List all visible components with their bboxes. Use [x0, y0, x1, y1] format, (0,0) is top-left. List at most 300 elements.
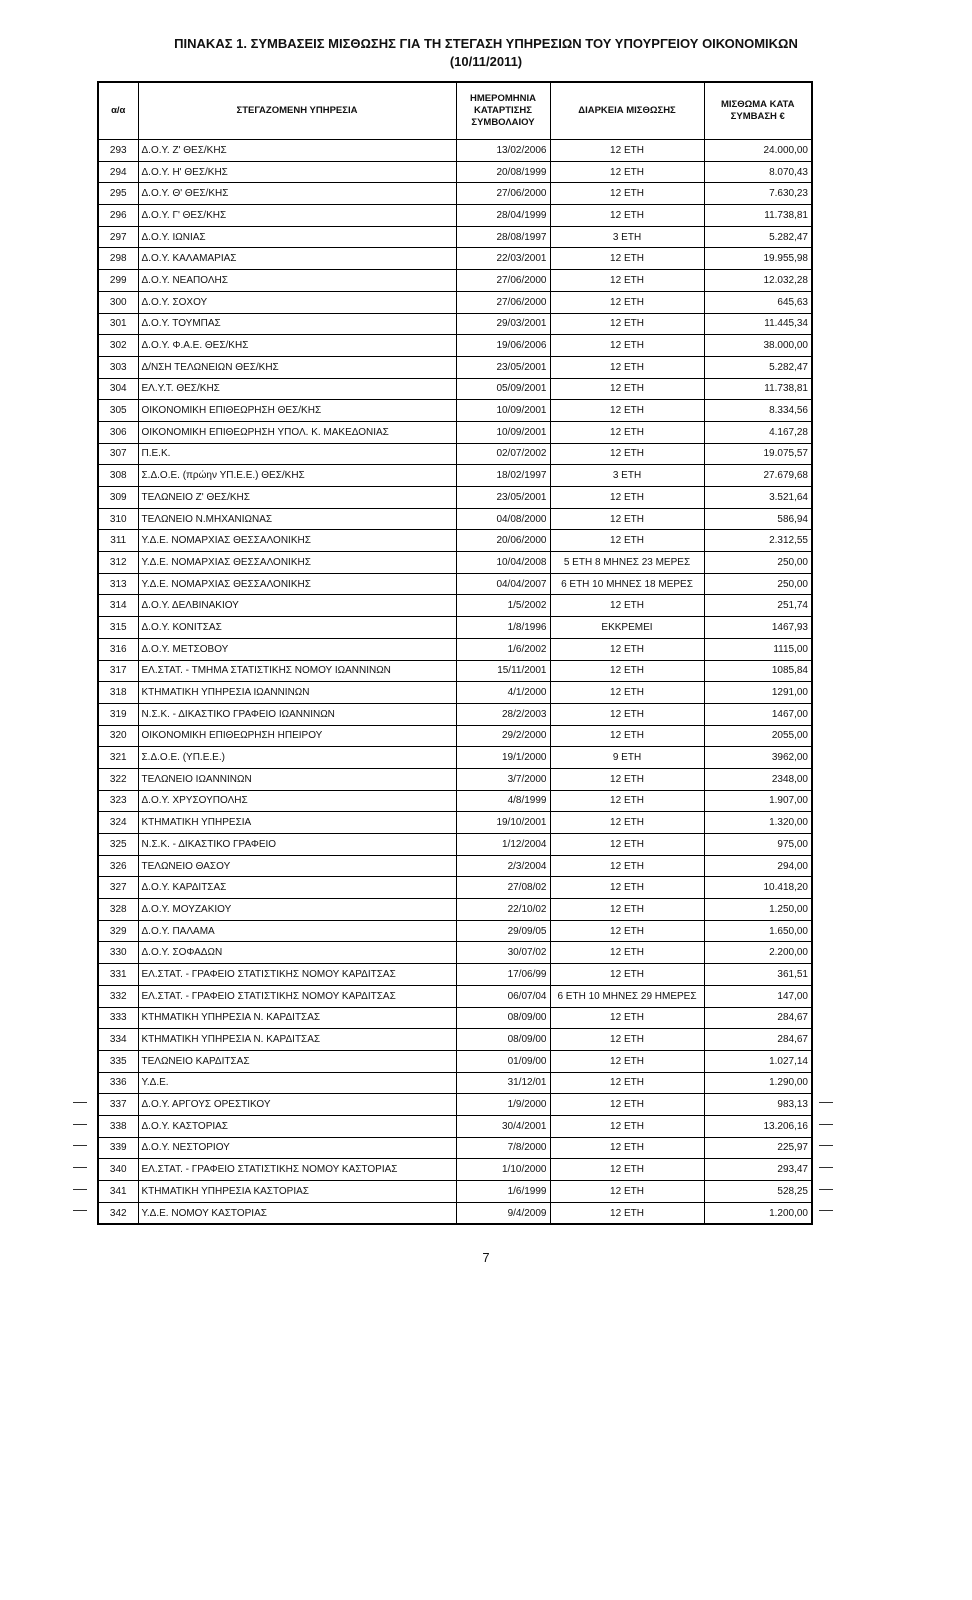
contract-date: 17/06/99 [456, 964, 550, 986]
rent-amount: 11.445,34 [704, 313, 812, 335]
service-name: Δ.Ο.Υ. ΚΑΣΤΟΡΙΑΣ [138, 1115, 456, 1137]
service-name: ΚΤΗΜΑΤΙΚΗ ΥΠΗΡΕΣΙΑ ΙΩΑΝΝΙΝΩΝ [138, 682, 456, 704]
service-name: Δ.Ο.Υ. ΣΟΧΟΥ [138, 291, 456, 313]
contract-date: 19/06/2006 [456, 335, 550, 357]
row-number: 336 [98, 1072, 138, 1094]
table-row [98, 205, 812, 227]
row-number: 310 [98, 508, 138, 530]
row-number: 304 [98, 378, 138, 400]
rent-amount: 1.290,00 [704, 1072, 812, 1094]
rent-amount: 2055,00 [704, 725, 812, 747]
contract-date: 08/09/00 [456, 1007, 550, 1029]
rent-amount: 2348,00 [704, 768, 812, 790]
contract-date: 27/06/2000 [456, 270, 550, 292]
table-row [98, 508, 812, 530]
table-row [98, 855, 812, 877]
rent-amount: 1.650,00 [704, 920, 812, 942]
row-number: 326 [98, 855, 138, 877]
rent-amount: 7.630,23 [704, 183, 812, 205]
rent-amount: 1467,00 [704, 703, 812, 725]
lease-duration: 12 ΕΤΗ [550, 161, 704, 183]
lease-duration: 3 ΕΤΗ [550, 465, 704, 487]
table-row [98, 1181, 812, 1203]
check-mark-icon: — [819, 1157, 833, 1174]
table-row [98, 1072, 812, 1094]
service-name: Ν.Σ.Κ. - ΔΙΚΑΣΤΙΚΟ ΓΡΑΦΕΙΟ ΙΩΑΝΝΙΝΩΝ [138, 703, 456, 725]
service-name: Δ.Ο.Υ. ΜΟΥΖΑΚΙΟΥ [138, 899, 456, 921]
contract-date: 27/06/2000 [456, 183, 550, 205]
service-name: Δ/ΝΣΗ ΤΕΛΩΝΕΙΩΝ ΘΕΣ/ΚΗΣ [138, 356, 456, 378]
row-number: 299 [98, 270, 138, 292]
lease-duration: 12 ΕΤΗ [550, 508, 704, 530]
contract-date: 23/05/2001 [456, 356, 550, 378]
check-mark-icon: — [819, 1179, 833, 1196]
service-name: Δ.Ο.Υ. ΜΕΤΣΟΒΟΥ [138, 638, 456, 660]
table-row [98, 356, 812, 378]
rent-amount: 586,94 [704, 508, 812, 530]
table-title: ΠΙΝΑΚΑΣ 1. ΣΥΜΒΑΣΕΙΣ ΜΙΣΘΩΣΗΣ ΓΙΑ ΤΗ ΣΤΕΓΑΣΗ ΥΠΗΡΕΣΙΩΝ ΤΟΥ ΥΠΟΥΡΓΕΙΟΥ ΟΙΚΟΝΟΜΙΚΩΝ [174, 36, 798, 51]
service-name: Δ.Ο.Υ. Θ' ΘΕΣ/ΚΗΣ [138, 183, 456, 205]
service-name: ΤΕΛΩΝΕΙΟ Ζ' ΘΕΣ/ΚΗΣ [138, 487, 456, 509]
service-name: Σ.Δ.Ο.Ε. (πρώην ΥΠ.Ε.Ε.) ΘΕΣ/ΚΗΣ [138, 465, 456, 487]
table-row [98, 183, 812, 205]
service-name: ΕΛ.ΣΤΑΤ. - ΓΡΑΦΕΙΟ ΣΤΑΤΙΣΤΙΚΗΣ ΝΟΜΟΥ ΚΑΡΔΙΤΣΑΣ [138, 985, 456, 1007]
table-row [98, 638, 812, 660]
lease-duration: 12 ΕΤΗ [550, 1159, 704, 1181]
lease-duration: 12 ΕΤΗ [550, 487, 704, 509]
row-number: 330 [98, 942, 138, 964]
service-name: Δ.Ο.Υ. ΚΑΛΑΜΑΡΙΑΣ [138, 248, 456, 270]
rent-amount: 5.282,47 [704, 356, 812, 378]
lease-duration: 12 ΕΤΗ [550, 1050, 704, 1072]
contract-date: 23/05/2001 [456, 487, 550, 509]
lease-duration: 5 ΕΤΗ 8 ΜΗΝΕΣ 23 ΜΕΡΕΣ [550, 552, 704, 574]
table-row [98, 1050, 812, 1072]
service-name: Δ.Ο.Υ. ΚΑΡΔΙΤΣΑΣ [138, 877, 456, 899]
row-number: 338 [98, 1115, 138, 1137]
row-number: 320 [98, 725, 138, 747]
service-name: ΚΤΗΜΑΤΙΚΗ ΥΠΗΡΕΣΙΑ Ν. ΚΑΡΔΙΤΣΑΣ [138, 1029, 456, 1051]
contract-date: 1/10/2000 [456, 1159, 550, 1181]
service-name: ΕΛ.ΣΤΑΤ. - ΓΡΑΦΕΙΟ ΣΤΑΤΙΣΤΙΚΗΣ ΝΟΜΟΥ ΚΑΡΔΙΤΣΑΣ [138, 964, 456, 986]
contract-date: 28/2/2003 [456, 703, 550, 725]
contract-date: 10/09/2001 [456, 400, 550, 422]
lease-duration: 12 ΕΤΗ [550, 660, 704, 682]
contract-date: 1/6/2002 [456, 638, 550, 660]
row-number: 319 [98, 703, 138, 725]
row-number: 323 [98, 790, 138, 812]
check-mark-icon: — [819, 1201, 833, 1218]
row-number: 328 [98, 899, 138, 921]
rent-amount: 645,63 [704, 291, 812, 313]
row-number: 305 [98, 400, 138, 422]
rent-amount: 27.679,68 [704, 465, 812, 487]
row-number: 335 [98, 1050, 138, 1072]
table-row [98, 313, 812, 335]
lease-duration: 12 ΕΤΗ [550, 768, 704, 790]
contract-date: 10/09/2001 [456, 421, 550, 443]
row-number: 329 [98, 920, 138, 942]
table-row [98, 573, 812, 595]
table-row [98, 660, 812, 682]
table-row [98, 1007, 812, 1029]
lease-duration: 3 ΕΤΗ [550, 226, 704, 248]
row-number: 321 [98, 747, 138, 769]
rent-amount: 251,74 [704, 595, 812, 617]
table-row [98, 1094, 812, 1116]
check-mark-icon: — [73, 1179, 87, 1196]
lease-duration: 12 ΕΤΗ [550, 356, 704, 378]
service-name: Υ.Δ.Ε. ΝΟΜΑΡΧΙΑΣ ΘΕΣΣΑΛΟΝΙΚΗΣ [138, 573, 456, 595]
table-row [98, 226, 812, 248]
contract-date: 1/12/2004 [456, 834, 550, 856]
lease-duration: 12 ΕΤΗ [550, 790, 704, 812]
service-name: Δ.Ο.Υ. ΙΩΝΙΑΣ [138, 226, 456, 248]
contract-date: 05/09/2001 [456, 378, 550, 400]
rent-amount: 250,00 [704, 552, 812, 574]
row-number: 317 [98, 660, 138, 682]
row-number: 314 [98, 595, 138, 617]
row-number: 298 [98, 248, 138, 270]
rent-amount: 1.200,00 [704, 1202, 812, 1224]
contract-date: 1/5/2002 [456, 595, 550, 617]
contract-date: 30/4/2001 [456, 1115, 550, 1137]
lease-duration: 12 ΕΤΗ [550, 421, 704, 443]
row-number: 332 [98, 985, 138, 1007]
table-row [98, 140, 812, 162]
lease-duration: 12 ΕΤΗ [550, 205, 704, 227]
service-name: Δ.Ο.Υ. ΑΡΓΟΥΣ ΟΡΕΣΤΙΚΟΥ [138, 1094, 456, 1116]
lease-duration: 12 ΕΤΗ [550, 703, 704, 725]
lease-duration: 12 ΕΤΗ [550, 725, 704, 747]
table-row [98, 421, 812, 443]
rent-amount: 361,51 [704, 964, 812, 986]
contract-date: 22/10/02 [456, 899, 550, 921]
rent-amount: 11.738,81 [704, 205, 812, 227]
rent-amount: 19.955,98 [704, 248, 812, 270]
service-name: Δ.Ο.Υ. Η' ΘΕΣ/ΚΗΣ [138, 161, 456, 183]
rent-amount: 13.206,16 [704, 1115, 812, 1137]
table-row [98, 1137, 812, 1159]
row-number: 295 [98, 183, 138, 205]
service-name: Υ.Δ.Ε. ΝΟΜΟΥ ΚΑΣΤΟΡΙΑΣ [138, 1202, 456, 1224]
rent-amount: 2.312,55 [704, 530, 812, 552]
lease-duration: 12 ΕΤΗ [550, 920, 704, 942]
rent-amount: 147,00 [704, 985, 812, 1007]
rent-amount: 250,00 [704, 573, 812, 595]
lease-duration: 12 ΕΤΗ [550, 1029, 704, 1051]
row-number: 309 [98, 487, 138, 509]
table-row [98, 1029, 812, 1051]
service-name: Σ.Δ.Ο.Ε. (ΥΠ.Ε.Ε.) [138, 747, 456, 769]
lease-duration: 12 ΕΤΗ [550, 1072, 704, 1094]
row-number: 327 [98, 877, 138, 899]
contract-date: 19/1/2000 [456, 747, 550, 769]
col-header-duration: ΔΙΑΡΚΕΙΑ ΜΙΣΘΩΣΗΣ [550, 82, 704, 140]
contract-date: 04/04/2007 [456, 573, 550, 595]
contract-date: 29/09/05 [456, 920, 550, 942]
lease-duration: 12 ΕΤΗ [550, 595, 704, 617]
rent-amount: 12.032,28 [704, 270, 812, 292]
rent-amount: 8.070,43 [704, 161, 812, 183]
service-name: Δ.Ο.Υ. ΠΑΛΑΜΑ [138, 920, 456, 942]
margin-marks-left [68, 1090, 92, 1220]
rent-amount: 2.200,00 [704, 942, 812, 964]
service-name: Δ.Ο.Υ. ΚΟΝΙΤΣΑΣ [138, 617, 456, 639]
table-row [98, 877, 812, 899]
row-number: 316 [98, 638, 138, 660]
rent-amount: 975,00 [704, 834, 812, 856]
row-number: 307 [98, 443, 138, 465]
contract-date: 13/02/2006 [456, 140, 550, 162]
rent-amount: 294,00 [704, 855, 812, 877]
lease-duration: 12 ΕΤΗ [550, 378, 704, 400]
contract-date: 3/7/2000 [456, 768, 550, 790]
lease-duration: 12 ΕΤΗ [550, 248, 704, 270]
rent-amount: 1085,84 [704, 660, 812, 682]
rent-amount: 4.167,28 [704, 421, 812, 443]
rent-amount: 983,13 [704, 1094, 812, 1116]
row-number: 302 [98, 335, 138, 357]
service-name: ΕΛ.Υ.Τ. ΘΕΣ/ΚΗΣ [138, 378, 456, 400]
service-name: ΤΕΛΩΝΕΙΟ ΚΑΡΔΙΤΣΑΣ [138, 1050, 456, 1072]
row-number: 306 [98, 421, 138, 443]
row-number: 334 [98, 1029, 138, 1051]
lease-duration: 12 ΕΤΗ [550, 834, 704, 856]
row-number: 325 [98, 834, 138, 856]
contract-date: 28/08/1997 [456, 226, 550, 248]
lease-duration: 12 ΕΤΗ [550, 682, 704, 704]
contract-date: 29/2/2000 [456, 725, 550, 747]
rent-amount: 3.521,64 [704, 487, 812, 509]
service-name: Δ.Ο.Υ. ΣΟΦΑΔΩΝ [138, 942, 456, 964]
contract-date: 04/08/2000 [456, 508, 550, 530]
lease-duration: 12 ΕΤΗ [550, 270, 704, 292]
lease-duration: 12 ΕΤΗ [550, 877, 704, 899]
table-row [98, 378, 812, 400]
service-name: ΤΕΛΩΝΕΙΟ Ν.ΜΗΧΑΝΙΩΝΑΣ [138, 508, 456, 530]
row-number: 303 [98, 356, 138, 378]
row-number: 296 [98, 205, 138, 227]
table-row [98, 812, 812, 834]
service-name: Δ.Ο.Υ. ΤΟΥΜΠΑΣ [138, 313, 456, 335]
row-number: 322 [98, 768, 138, 790]
service-name: ΕΛ.ΣΤΑΤ. - ΤΜΗΜΑ ΣΤΑΤΙΣΤΙΚΗΣ ΝΟΜΟΥ ΙΩΑΝΝΙΝΩΝ [138, 660, 456, 682]
contract-date: 30/07/02 [456, 942, 550, 964]
lease-duration: 12 ΕΤΗ [550, 1115, 704, 1137]
service-name: Π.Ε.Κ. [138, 443, 456, 465]
rent-amount: 8.334,56 [704, 400, 812, 422]
table-row [98, 291, 812, 313]
rent-amount: 1467,93 [704, 617, 812, 639]
page-number: 7 [482, 1250, 490, 1265]
table-row [98, 834, 812, 856]
table-row [98, 725, 812, 747]
lease-duration: 12 ΕΤΗ [550, 400, 704, 422]
table-body [98, 140, 812, 1225]
row-number: 333 [98, 1007, 138, 1029]
lease-duration: 12 ΕΤΗ [550, 140, 704, 162]
row-number: 315 [98, 617, 138, 639]
lease-duration: 12 ΕΤΗ [550, 313, 704, 335]
lease-duration: 12 ΕΤΗ [550, 1202, 704, 1224]
row-number: 294 [98, 161, 138, 183]
check-mark-icon: — [819, 1136, 833, 1153]
rent-amount: 5.282,47 [704, 226, 812, 248]
table-row [98, 964, 812, 986]
contract-date: 20/08/1999 [456, 161, 550, 183]
rent-amount: 284,67 [704, 1029, 812, 1051]
table-row [98, 443, 812, 465]
row-number: 340 [98, 1159, 138, 1181]
contract-date: 1/8/1996 [456, 617, 550, 639]
row-number: 331 [98, 964, 138, 986]
col-header-date: ΗΜΕΡΟΜΗΝΙΑ ΚΑΤΑΡΤΙΣΗΣ ΣΥΜΒΟΛΑΙΟΥ [456, 82, 550, 140]
row-number: 308 [98, 465, 138, 487]
row-number: 324 [98, 812, 138, 834]
row-number: 311 [98, 530, 138, 552]
table-row [98, 942, 812, 964]
rent-amount: 11.738,81 [704, 378, 812, 400]
service-name: Υ.Δ.Ε. ΝΟΜΑΡΧΙΑΣ ΘΕΣΣΑΛΟΝΙΚΗΣ [138, 530, 456, 552]
lease-duration: ΕΚΚΡΕΜΕΙ [550, 617, 704, 639]
table-row [98, 487, 812, 509]
contract-date: 06/07/04 [456, 985, 550, 1007]
service-name: Δ.Ο.Υ. ΔΕΛΒΙΝΑΚΙΟΥ [138, 595, 456, 617]
rent-amount: 1.027,14 [704, 1050, 812, 1072]
contract-date: 27/06/2000 [456, 291, 550, 313]
check-mark-icon: — [819, 1092, 833, 1109]
col-header-aa: α/α [98, 82, 138, 140]
contract-date: 01/09/00 [456, 1050, 550, 1072]
rent-amount: 19.075,57 [704, 443, 812, 465]
check-mark-icon: — [819, 1114, 833, 1131]
rent-amount: 1115,00 [704, 638, 812, 660]
row-number: 318 [98, 682, 138, 704]
contract-date: 28/04/1999 [456, 205, 550, 227]
lease-contracts-table [97, 81, 813, 1225]
service-name: ΚΤΗΜΑΤΙΚΗ ΥΠΗΡΕΣΙΑ ΚΑΣΤΟΡΙΑΣ [138, 1181, 456, 1203]
row-number: 339 [98, 1137, 138, 1159]
check-mark-icon: — [73, 1201, 87, 1218]
rent-amount: 293,47 [704, 1159, 812, 1181]
table-row [98, 682, 812, 704]
table-row [98, 747, 812, 769]
table-row [98, 530, 812, 552]
service-name: Δ.Ο.Υ. ΝΕΑΠΟΛΗΣ [138, 270, 456, 292]
table-header-row [98, 82, 812, 140]
rent-amount: 225,97 [704, 1137, 812, 1159]
lease-duration: 12 ΕΤΗ [550, 1094, 704, 1116]
lease-duration: 12 ΕΤΗ [550, 530, 704, 552]
lease-duration: 12 ΕΤΗ [550, 443, 704, 465]
lease-duration: 12 ΕΤΗ [550, 291, 704, 313]
contract-date: 10/04/2008 [456, 552, 550, 574]
table-row [98, 335, 812, 357]
service-name: Δ.Ο.Υ. ΧΡΥΣΟΥΠΟΛΗΣ [138, 790, 456, 812]
table-row [98, 161, 812, 183]
contract-date: 19/10/2001 [456, 812, 550, 834]
contract-date: 20/06/2000 [456, 530, 550, 552]
check-mark-icon: — [73, 1114, 87, 1131]
lease-duration: 12 ΕΤΗ [550, 899, 704, 921]
service-name: Δ.Ο.Υ. Γ' ΘΕΣ/ΚΗΣ [138, 205, 456, 227]
rent-amount: 528,25 [704, 1181, 812, 1203]
check-mark-icon: — [73, 1136, 87, 1153]
contract-date: 29/03/2001 [456, 313, 550, 335]
table-row [98, 400, 812, 422]
margin-marks-right [814, 1090, 838, 1220]
rent-amount: 10.418,20 [704, 877, 812, 899]
row-number: 300 [98, 291, 138, 313]
table-row [98, 248, 812, 270]
service-name: Υ.Δ.Ε. [138, 1072, 456, 1094]
rent-amount: 3962,00 [704, 747, 812, 769]
service-name: ΚΤΗΜΑΤΙΚΗ ΥΠΗΡΕΣΙΑ [138, 812, 456, 834]
lease-duration: 12 ΕΤΗ [550, 942, 704, 964]
rent-amount: 24.000,00 [704, 140, 812, 162]
table-row [98, 1202, 812, 1224]
table-row [98, 790, 812, 812]
lease-duration: 6 ΕΤΗ 10 ΜΗΝΕΣ 18 ΜΕΡΕΣ [550, 573, 704, 595]
lease-duration: 6 ΕΤΗ 10 ΜΗΝΕΣ 29 ΗΜΕΡΕΣ [550, 985, 704, 1007]
lease-duration: 9 ΕΤΗ [550, 747, 704, 769]
row-number: 341 [98, 1181, 138, 1203]
row-number: 342 [98, 1202, 138, 1224]
service-name: Υ.Δ.Ε. ΝΟΜΑΡΧΙΑΣ ΘΕΣΣΑΛΟΝΙΚΗΣ [138, 552, 456, 574]
service-name: ΤΕΛΩΝΕΙΟ ΘΑΣΟΥ [138, 855, 456, 877]
service-name: ΟΙΚΟΝΟΜΙΚΗ ΕΠΙΘΕΩΡΗΣΗ ΥΠΟΛ. Κ. ΜΑΚΕΔΟΝΙΑΣ [138, 421, 456, 443]
col-header-rent: ΜΙΣΘΩΜΑ ΚΑΤΑ ΣΥΜΒΑΣΗ € [704, 82, 812, 140]
contract-date: 1/9/2000 [456, 1094, 550, 1116]
row-number: 293 [98, 140, 138, 162]
contract-date: 1/6/1999 [456, 1181, 550, 1203]
service-name: Ν.Σ.Κ. - ΔΙΚΑΣΤΙΚΟ ΓΡΑΦΕΙΟ [138, 834, 456, 856]
row-number: 301 [98, 313, 138, 335]
row-number: 297 [98, 226, 138, 248]
contract-date: 02/07/2002 [456, 443, 550, 465]
rent-amount: 1291,00 [704, 682, 812, 704]
table-row [98, 899, 812, 921]
table-row [98, 617, 812, 639]
table-row [98, 552, 812, 574]
service-name: Δ.Ο.Υ. ΝΕΣΤΟΡΙΟΥ [138, 1137, 456, 1159]
lease-duration: 12 ΕΤΗ [550, 335, 704, 357]
service-name: ΟΙΚΟΝΟΜΙΚΗ ΕΠΙΘΕΩΡΗΣΗ ΘΕΣ/ΚΗΣ [138, 400, 456, 422]
contract-date: 9/4/2009 [456, 1202, 550, 1224]
lease-duration: 12 ΕΤΗ [550, 855, 704, 877]
table-row [98, 920, 812, 942]
service-name: Δ.Ο.Υ. Ζ' ΘΕΣ/ΚΗΣ [138, 140, 456, 162]
contract-date: 15/11/2001 [456, 660, 550, 682]
contract-date: 31/12/01 [456, 1072, 550, 1094]
table-row [98, 703, 812, 725]
row-number: 337 [98, 1094, 138, 1116]
contract-date: 18/02/1997 [456, 465, 550, 487]
service-name: ΤΕΛΩΝΕΙΟ ΙΩΑΝΝΙΝΩΝ [138, 768, 456, 790]
rent-amount: 1.907,00 [704, 790, 812, 812]
service-name: ΕΛ.ΣΤΑΤ. - ΓΡΑΦΕΙΟ ΣΤΑΤΙΣΤΙΚΗΣ ΝΟΜΟΥ ΚΑΣΤΟΡΙΑΣ [138, 1159, 456, 1181]
row-number: 313 [98, 573, 138, 595]
table-row [98, 1159, 812, 1181]
service-name: Δ.Ο.Υ. Φ.Α.Ε. ΘΕΣ/ΚΗΣ [138, 335, 456, 357]
rent-amount: 284,67 [704, 1007, 812, 1029]
lease-duration: 12 ΕΤΗ [550, 638, 704, 660]
service-name: ΟΙΚΟΝΟΜΙΚΗ ΕΠΙΘΕΩΡΗΣΗ ΗΠΕΙΡΟΥ [138, 725, 456, 747]
contract-date: 4/8/1999 [456, 790, 550, 812]
lease-duration: 12 ΕΤΗ [550, 1181, 704, 1203]
check-mark-icon: — [73, 1157, 87, 1174]
